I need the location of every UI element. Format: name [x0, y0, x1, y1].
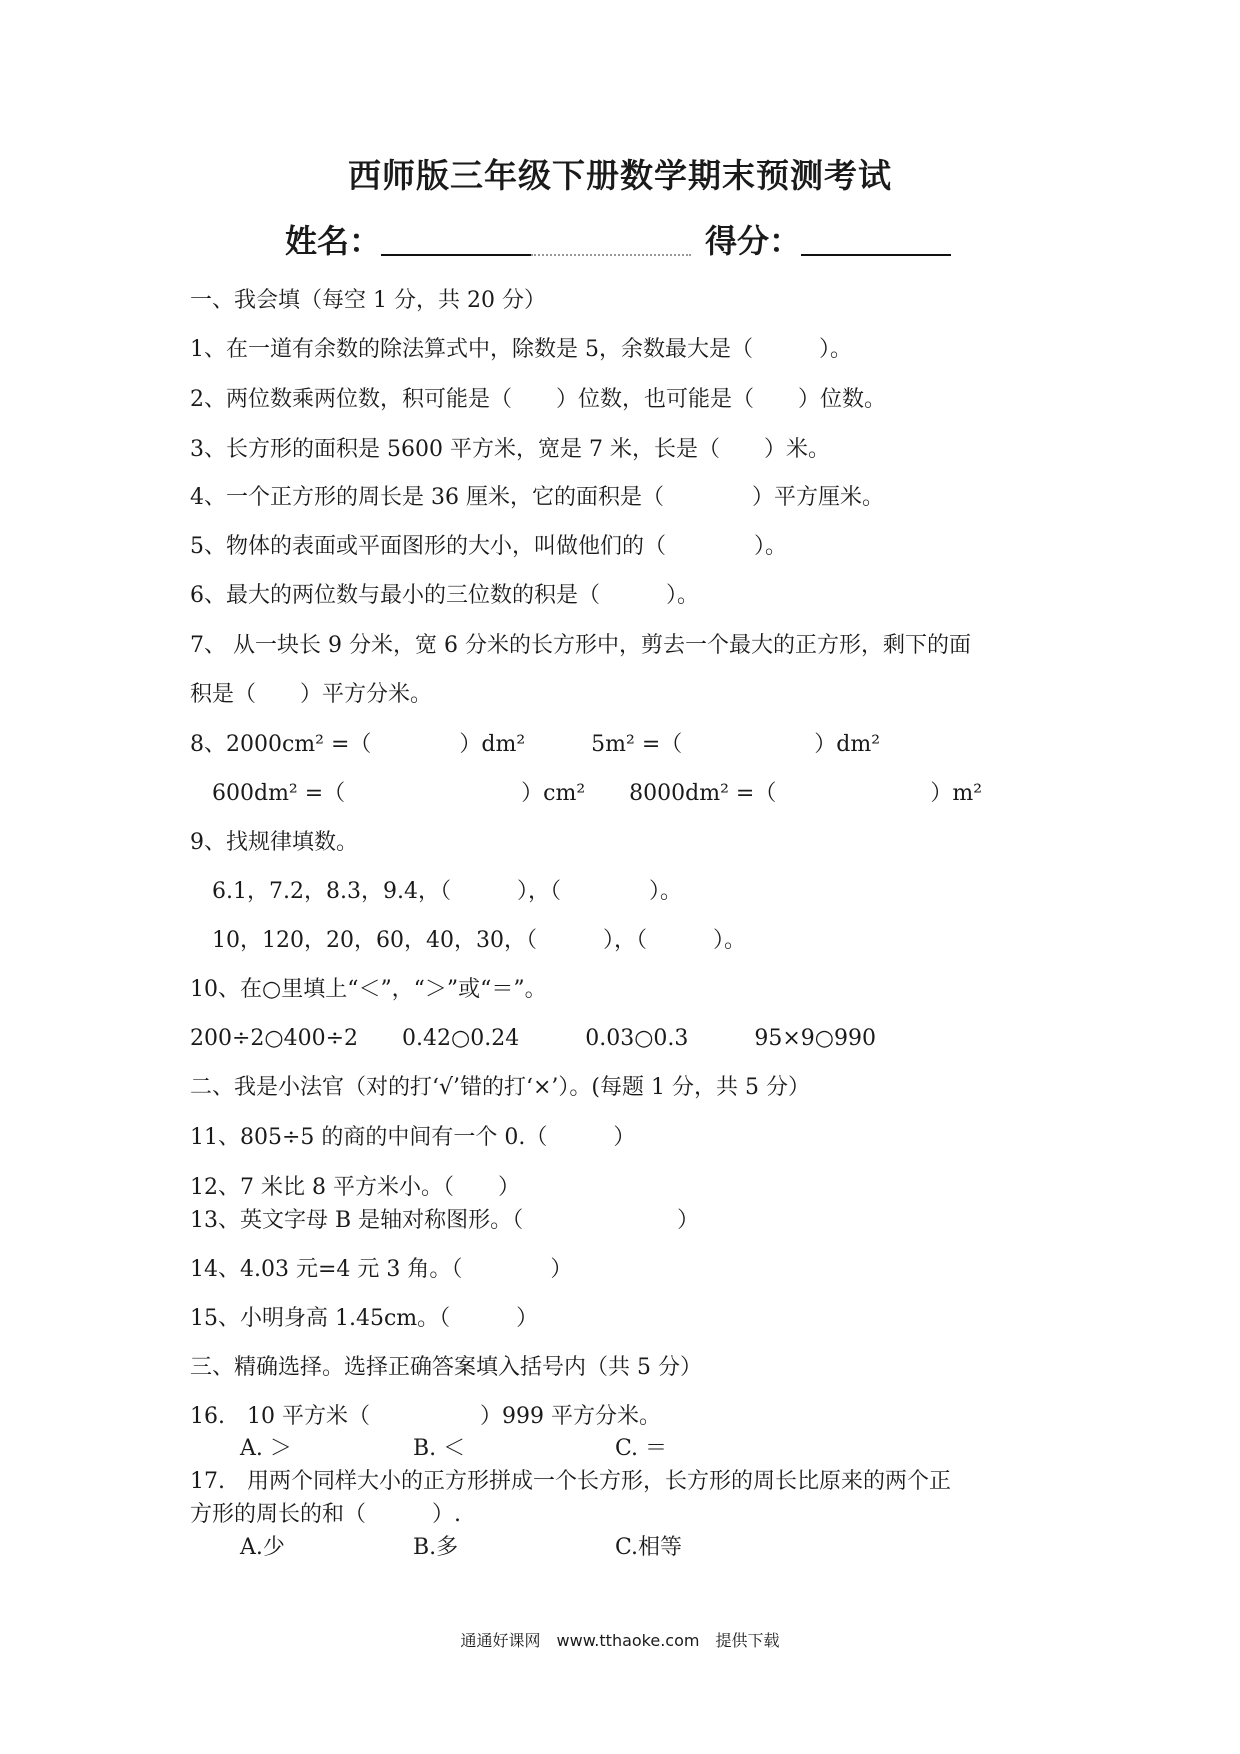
question-17: 17. 用两个同样大小的正方形拼成一个长方形，长方形的周长比原来的两个正 [190, 1469, 951, 1494]
question-7: 7、 从一块长 9 分米，宽 6 分米的长方形中，剪去一个最大的正方形，剩下的面 [190, 633, 971, 658]
question-2: 2、两位数乘两位数，积可能是（ ）位数，也可能是（ ）位数。 [190, 387, 886, 412]
dotted-separator [531, 224, 691, 256]
name-label: 姓名： [285, 222, 382, 260]
q17-option-c: C.相等 [615, 1535, 683, 1560]
q16-option-b: B. ＜ [413, 1436, 466, 1461]
question-5: 5、物体的表面或平面图形的大小，叫做他们的（ ）。 [190, 534, 787, 559]
section-3-heading: 三、精确选择。选择正确答案填入括号内（共 5 分） [190, 1355, 702, 1380]
question-6: 6、最大的两位数与最小的三位数的积是（ ）。 [190, 583, 699, 608]
score-label: 得分： [705, 222, 802, 260]
q16-option-c: C. ＝ [615, 1436, 668, 1461]
question-15: 15、小明身高 1.45cm。（ ） [190, 1306, 539, 1331]
question-9: 9、找规律填数。 [190, 830, 358, 855]
name-blank [381, 224, 531, 256]
page-title: 西师版三年级下册数学期末预测考试 [348, 156, 892, 195]
question-8-row-2: 600dm² =（ ）cm² 8000dm² =（ ）m² [190, 781, 983, 806]
question-8-row-1: 8、2000cm² =（ ）dm² 5m² =（ ）dm² [190, 732, 881, 757]
question-9-seq-2: 10，120，20，60，40，30，（ ），（ ）。 [190, 928, 746, 953]
question-16: 16. 10 平方米（ ）999 平方分米。 [190, 1404, 661, 1429]
section-2-heading: 二、我是小法官（对的打‘√’错的打‘×’）。(每题 1 分，共 5 分） [190, 1075, 810, 1100]
question-7-cont: 积是（ ）平方分米。 [190, 682, 433, 707]
section-1-heading: 一、我会填（每空 1 分，共 20 分） [190, 288, 546, 313]
name-score-row [285, 216, 951, 262]
question-13: 13、英文字母 B 是轴对称图形。（ ） [190, 1208, 700, 1233]
footer-credit: 通通好课网 www.tthaoke.com 提供下载 [460, 1631, 780, 1650]
question-1: 1、在一道有余数的除法算式中，除数是 5，余数最大是（ ）。 [190, 337, 852, 362]
question-11: 11、805÷5 的商的中间有一个 0.（ ） [190, 1125, 636, 1150]
question-10-items: 200÷2○400÷2 0.42○0.24 0.03○0.3 95×9○990 [190, 1026, 876, 1051]
question-3: 3、长方形的面积是 5600 平方米，宽是 7 米，长是（ ）米。 [190, 437, 830, 462]
question-17-cont: 方形的周长的和（ ）. [190, 1502, 461, 1527]
question-14: 14、4.03 元=4 元 3 角。（ ） [190, 1257, 573, 1282]
question-12: 12、7 米比 8 平方米小。（ ） [190, 1175, 520, 1200]
question-10: 10、在○里填上“＜”，“＞”或“＝”。 [190, 977, 547, 1002]
question-4: 4、一个正方形的周长是 36 厘米，它的面积是（ ）平方厘米。 [190, 485, 884, 510]
q16-option-a: A. ＞ [240, 1436, 292, 1461]
question-9-seq-1: 6.1，7.2，8.3，9.4，（ ），（ ）。 [190, 879, 682, 904]
score-blank [801, 224, 951, 256]
q17-option-b: B.多 [413, 1535, 459, 1560]
q17-option-a: A.少 [240, 1535, 285, 1560]
